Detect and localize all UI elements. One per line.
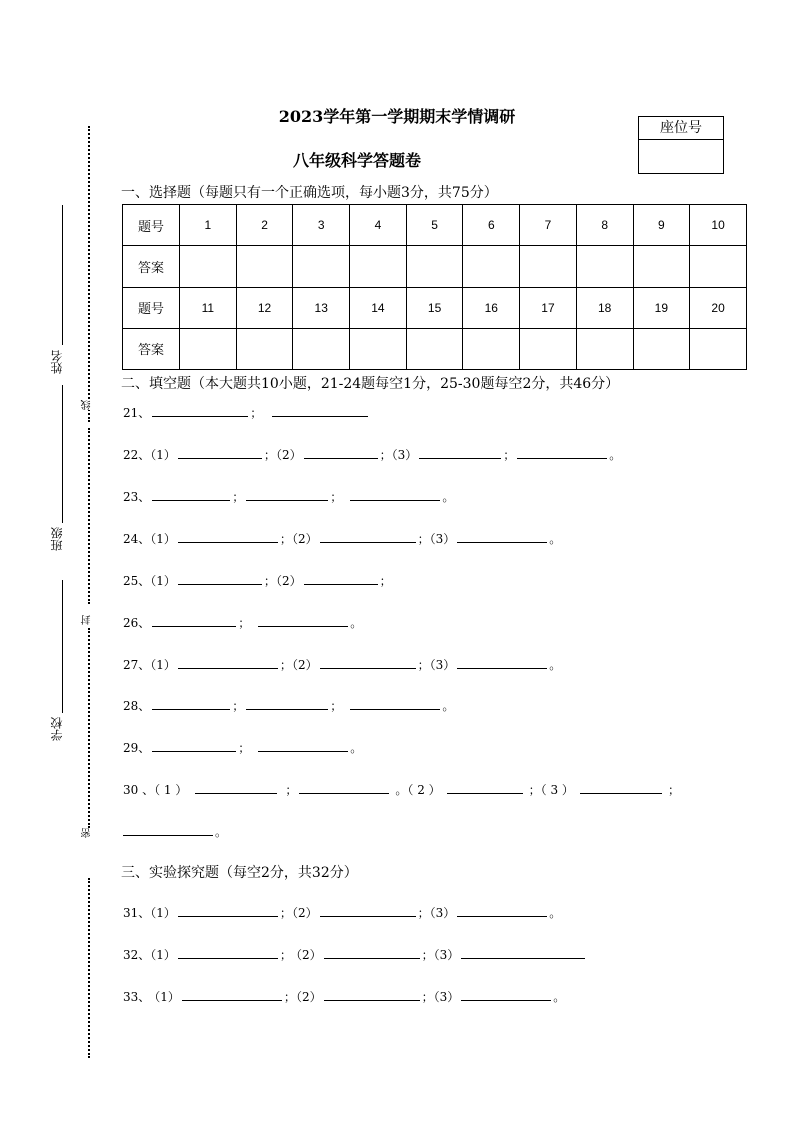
question-number: 12 — [236, 287, 293, 328]
separator: ； — [667, 783, 680, 797]
separator: ； — [417, 532, 430, 546]
seal-mark-secret: 密 — [82, 828, 93, 838]
answer-blank[interactable] — [457, 656, 547, 669]
answer-blank[interactable] — [123, 823, 213, 836]
section-3-heading: 三、实验探究题（每空2分，共32分） — [121, 865, 358, 881]
question-number: 10 — [690, 205, 747, 246]
part-label: （2） — [275, 448, 302, 462]
question-number: 24、 — [123, 532, 151, 546]
answer-blank[interactable] — [320, 530, 416, 543]
answer-cell[interactable] — [576, 328, 633, 369]
answer-blank[interactable] — [580, 781, 662, 794]
seat-number-label: 座位号 — [639, 117, 723, 140]
seat-number-field[interactable] — [639, 140, 723, 174]
answer-blank[interactable] — [258, 739, 348, 752]
answer-cell[interactable] — [463, 246, 520, 287]
question-number: 9 — [633, 205, 690, 246]
part-label: （ 2 ） — [407, 783, 441, 797]
answer-blank[interactable] — [195, 781, 277, 794]
period: 。 — [442, 699, 455, 713]
school-field[interactable] — [62, 580, 63, 713]
separator: ； — [279, 906, 292, 920]
part-label: （2） — [295, 948, 322, 962]
answer-cell[interactable] — [293, 328, 350, 369]
answer-blank[interactable] — [246, 697, 328, 710]
separator: ； — [279, 658, 292, 672]
answer-blank[interactable] — [182, 988, 282, 1001]
answer-cell[interactable] — [350, 246, 407, 287]
question-number: 2 — [236, 205, 293, 246]
answer-blank[interactable] — [178, 904, 278, 917]
answer-cell[interactable] — [293, 246, 350, 287]
section-2-heading: 二、填空题（本大题共10小题，21-24题每空1分，25-30题每空2分，共46分） — [121, 376, 620, 392]
question-number: 29、 — [123, 741, 151, 755]
question-28 — [123, 697, 454, 714]
separator: ； — [379, 448, 392, 462]
answer-blank[interactable] — [324, 946, 420, 959]
binding-dotted-line-lower — [88, 628, 90, 828]
answer-cell[interactable] — [406, 246, 463, 287]
part-label: （1） — [150, 574, 176, 588]
separator: ； — [421, 948, 434, 962]
question-24 — [123, 530, 561, 547]
answer-cell[interactable] — [520, 328, 577, 369]
question-number: 20 — [690, 287, 747, 328]
answer-cell[interactable] — [690, 246, 747, 287]
period: 。 — [395, 783, 408, 797]
question-number: 33、 — [123, 990, 151, 1004]
question-22 — [123, 446, 621, 463]
exam-subtitle: 八年级科学答题卷 — [292, 151, 421, 170]
part-label: （1） — [150, 658, 176, 672]
answer-cell[interactable] — [350, 328, 407, 369]
answer-blank[interactable] — [419, 446, 501, 459]
part-label: （2） — [295, 990, 322, 1004]
class-field[interactable] — [62, 385, 63, 523]
answer-blank[interactable] — [447, 781, 523, 794]
answer-blank[interactable] — [152, 697, 230, 710]
separator: ； — [330, 699, 343, 713]
answer-blank[interactable] — [320, 904, 416, 917]
answer-blank[interactable] — [178, 946, 278, 959]
answer-blank[interactable] — [178, 446, 262, 459]
seal-mark-seal: 封 — [82, 615, 93, 625]
period: 。 — [549, 906, 562, 920]
answer-blank[interactable] — [457, 904, 547, 917]
question-number: 18 — [576, 287, 633, 328]
answer-blank[interactable] — [461, 946, 585, 959]
question-number: 11 — [180, 287, 237, 328]
exam-title: 2023学年第一学期期末学情调研 — [278, 107, 516, 126]
answer-cell[interactable] — [236, 328, 293, 369]
period: 。 — [553, 990, 566, 1004]
seal-mark-line: 线 — [82, 400, 93, 410]
question-number: 26、 — [123, 616, 151, 630]
question-number: 16 — [463, 287, 520, 328]
answer-blank[interactable] — [299, 781, 389, 794]
part-label: （1） — [150, 948, 176, 962]
answer-blank[interactable] — [350, 697, 440, 710]
question-29 — [123, 739, 362, 756]
question-number: 27、 — [123, 658, 151, 672]
answer-cell[interactable] — [180, 246, 237, 287]
part-label: （2） — [275, 574, 302, 588]
separator: ； — [263, 448, 276, 462]
answer-blank[interactable] — [258, 614, 348, 627]
answer-blank[interactable] — [152, 739, 236, 752]
school-label: 学校 — [50, 717, 64, 741]
question-number: 30 、 — [123, 783, 155, 797]
separator: ； — [528, 783, 541, 797]
section-1-heading: 一、选择题（每题只有一个正确选项，每小题3分，共75分） — [121, 185, 498, 201]
question-number: 13 — [293, 287, 350, 328]
question-number-row — [123, 287, 747, 328]
answer-blank[interactable] — [517, 446, 607, 459]
question-27 — [123, 656, 561, 673]
part-label: （3） — [429, 906, 456, 920]
part-label: （3） — [433, 948, 460, 962]
period: 。 — [442, 490, 455, 504]
separator: ； — [279, 948, 292, 962]
separator: ； — [379, 574, 392, 588]
question-number: 6 — [463, 205, 520, 246]
separator: ； — [232, 699, 245, 713]
answer-blank[interactable] — [350, 488, 440, 501]
part-label: （1） — [154, 990, 180, 1004]
period: 。 — [549, 532, 562, 546]
answer-blank[interactable] — [178, 530, 278, 543]
answer-row — [123, 246, 747, 287]
row-label: 题号 — [123, 287, 180, 328]
question-30 — [123, 781, 680, 798]
question-21 — [123, 404, 370, 421]
separator: ； — [330, 490, 343, 504]
period: 。 — [350, 616, 363, 630]
row-label: 题号 — [123, 205, 180, 246]
answer-cell[interactable] — [576, 246, 633, 287]
separator: ； — [285, 783, 298, 797]
question-number: 4 — [350, 205, 407, 246]
part-label: （3） — [429, 658, 456, 672]
period: 。 — [549, 658, 562, 672]
answer-cell[interactable] — [180, 328, 237, 369]
separator: ； — [421, 990, 434, 1004]
part-label: （1） — [150, 906, 176, 920]
part-label: （3） — [391, 448, 418, 462]
answer-blank[interactable] — [152, 614, 236, 627]
part-label: （3） — [433, 990, 460, 1004]
part-label: （ 3 ） — [540, 783, 574, 797]
separator: ； — [238, 741, 251, 755]
period: 。 — [350, 741, 363, 755]
question-number: 23、 — [123, 490, 151, 504]
question-30-continued — [123, 823, 227, 840]
name-label: 姓名 — [50, 350, 64, 374]
separator: ； — [263, 574, 276, 588]
class-label: 班级 — [50, 527, 64, 551]
separator: ； — [250, 406, 263, 420]
part-label: （ 1 ） — [154, 783, 188, 797]
question-number: 5 — [406, 205, 463, 246]
answer-row — [123, 328, 747, 369]
separator: ； — [503, 448, 516, 462]
separator: ； — [417, 658, 430, 672]
period: 。 — [609, 448, 622, 462]
answer-cell[interactable] — [236, 246, 293, 287]
answer-cell[interactable] — [406, 328, 463, 369]
question-33 — [123, 988, 565, 1005]
row-label: 答案 — [123, 246, 180, 287]
separator: ； — [238, 616, 251, 630]
answer-cell[interactable] — [690, 328, 747, 369]
answer-blank[interactable] — [304, 572, 378, 585]
separator: ； — [232, 490, 245, 504]
part-label: （2） — [291, 906, 318, 920]
part-label: （3） — [429, 532, 456, 546]
answer-blank[interactable] — [272, 404, 368, 417]
question-number: 15 — [406, 287, 463, 328]
question-number: 31、 — [123, 906, 151, 920]
binding-dotted-line-middle — [88, 428, 90, 604]
period: 。 — [215, 825, 228, 839]
answer-blank[interactable] — [324, 988, 420, 1001]
question-number: 3 — [293, 205, 350, 246]
answer-blank[interactable] — [246, 488, 328, 501]
question-number-row — [123, 205, 747, 246]
question-number: 17 — [520, 287, 577, 328]
answer-blank[interactable] — [461, 988, 551, 1001]
binding-dotted-line-top — [88, 126, 90, 422]
answer-blank[interactable] — [178, 572, 262, 585]
name-field[interactable] — [62, 205, 63, 345]
question-number: 14 — [350, 287, 407, 328]
question-31 — [123, 904, 561, 921]
separator: ； — [279, 532, 292, 546]
answer-blank[interactable] — [152, 404, 248, 417]
seat-number-box — [638, 116, 724, 174]
part-label: （1） — [150, 448, 176, 462]
answer-blank[interactable] — [178, 656, 278, 669]
question-number: 7 — [520, 205, 577, 246]
answer-cell[interactable] — [463, 328, 520, 369]
question-23 — [123, 488, 454, 505]
question-number: 32、 — [123, 948, 151, 962]
answer-blank[interactable] — [457, 530, 547, 543]
question-number: 8 — [576, 205, 633, 246]
answer-cell[interactable] — [520, 246, 577, 287]
question-32 — [123, 946, 587, 963]
part-label: （2） — [291, 532, 318, 546]
question-number: 25、 — [123, 574, 151, 588]
part-label: （1） — [150, 532, 176, 546]
multiple-choice-answer-grid — [122, 204, 747, 370]
question-number: 1 — [180, 205, 237, 246]
question-number: 19 — [633, 287, 690, 328]
row-label: 答案 — [123, 328, 180, 369]
part-label: （2） — [291, 658, 318, 672]
answer-cell[interactable] — [633, 246, 690, 287]
answer-cell[interactable] — [633, 328, 690, 369]
question-26 — [123, 614, 362, 631]
answer-blank[interactable] — [152, 488, 230, 501]
binding-dotted-line-bottom — [88, 878, 90, 1058]
question-number: 22、 — [123, 448, 151, 462]
separator: ； — [283, 990, 296, 1004]
question-number: 28、 — [123, 699, 151, 713]
question-number: 21、 — [123, 406, 151, 420]
answer-blank[interactable] — [304, 446, 378, 459]
separator: ； — [417, 906, 430, 920]
question-25 — [123, 572, 392, 589]
answer-blank[interactable] — [320, 656, 416, 669]
